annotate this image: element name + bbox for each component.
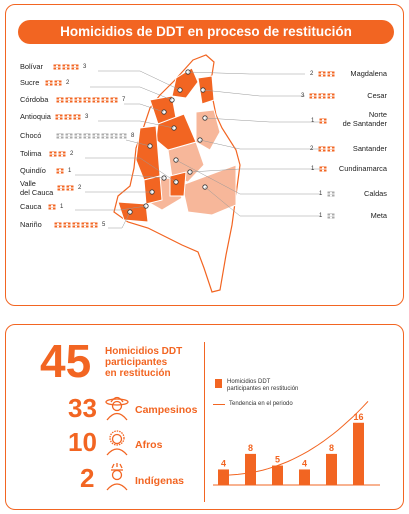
dept-label-left: Cauca (20, 202, 42, 211)
chart-data-label: 16 (353, 411, 364, 422)
dept-label-left: Nariño (20, 220, 42, 229)
leader-cesar (203, 90, 305, 96)
dept-count-left: 2 (78, 185, 82, 191)
dept-count-right: 2 (310, 71, 314, 77)
dept-label-left: Chocó (20, 131, 42, 140)
person-icons-right (319, 118, 327, 124)
chart-data-label: 4 (301, 458, 308, 469)
leader-norte-santander (205, 118, 320, 122)
dept-count-right: 1 (311, 166, 315, 172)
chart-trend-line (218, 401, 368, 475)
chart-bar (299, 469, 310, 485)
chart-bar (218, 469, 229, 485)
person-icons-left (55, 114, 81, 120)
chart-data-label: 8 (247, 442, 254, 453)
dept-label-right: Magdalena (350, 69, 387, 78)
dept-count-left: 7 (122, 97, 126, 103)
dept-count-left: 2 (70, 151, 74, 157)
chart-data-label: 4 (220, 458, 227, 469)
dept-label-left: Quindío (20, 166, 46, 175)
afros-label: Afros (135, 439, 163, 451)
dept-count-left: 1 (60, 204, 64, 210)
homicides-chart (205, 330, 400, 505)
dept-label-left: Córdoba (20, 95, 49, 104)
person-icons-right (327, 191, 335, 197)
chart-data-label: 8 (328, 442, 335, 453)
marker-antioquia (172, 126, 176, 130)
dept-count-left: 3 (85, 114, 89, 120)
person-icons-left (56, 168, 64, 174)
farmer-icon (103, 393, 131, 421)
region-dark-narino (118, 202, 148, 222)
person-icons-left (53, 64, 79, 70)
dept-label-right: Norte de Santander (342, 110, 387, 128)
dept-label-left: Valle del Cauca (20, 179, 54, 197)
dept-label-left: Tolima (20, 149, 42, 158)
dept-label-right: Cundinamarca (338, 164, 387, 173)
person-icons-left (45, 80, 62, 86)
dept-label-right: Cesar (367, 91, 387, 100)
total-number: 45 (40, 335, 92, 387)
dept-label-right: Caldas (363, 189, 387, 198)
person-icons-right (319, 166, 327, 172)
page-title: Homicidios de DDT en proceso de restitución (18, 20, 394, 44)
dept-label-right: Meta (370, 211, 387, 220)
person-icons-right (309, 93, 335, 99)
dept-count-right: 3 (301, 93, 305, 99)
person-icons-left (48, 204, 56, 210)
dept-count-right: 1 (311, 118, 315, 124)
dept-label-left: Sucre (20, 78, 40, 87)
dept-label-right: Santander (352, 144, 387, 153)
region-dark-tolima (170, 172, 186, 196)
chart-bar (272, 466, 283, 485)
dept-count-right: 2 (310, 146, 314, 152)
dept-count-left: 5 (102, 222, 106, 228)
afros-number: 10 (68, 427, 97, 457)
dept-count-right: 1 (319, 191, 323, 197)
dept-count-right: 1 (319, 213, 323, 219)
person-icons-right (318, 71, 335, 77)
chart-bar (245, 454, 256, 485)
person-icons-left (49, 151, 66, 157)
chart-bar (353, 423, 364, 485)
person-icons-left (57, 185, 74, 191)
person-icons-right (327, 213, 335, 219)
afro-person-icon (103, 428, 131, 456)
campesinos-number: 33 (68, 393, 97, 423)
legend-trend-label: Tendencia en el periodo (229, 401, 293, 407)
person-icons-left (56, 97, 118, 103)
total-label: Homicidios DDT participantes en restitución (105, 346, 183, 379)
indigenous-person-icon (103, 463, 131, 491)
person-icons-left (56, 133, 127, 139)
person-icons-right (318, 146, 335, 152)
campesinos-label: Campesinos (135, 404, 198, 416)
dept-count-left: 8 (131, 133, 135, 139)
chart-bar (326, 454, 337, 485)
person-icons-left (54, 222, 98, 228)
dept-label-left: Antioquia (20, 112, 51, 121)
legend-bar-label: Homicidios DDT participantes en restitución (227, 379, 299, 392)
dept-count-left: 2 (66, 80, 70, 86)
dept-label-left: Bolívar (20, 62, 44, 71)
indigenas-number: 2 (80, 463, 95, 493)
chart-data-label: 5 (274, 454, 281, 465)
dept-count-left: 3 (83, 64, 87, 70)
indigenas-label: Indígenas (135, 475, 185, 487)
dept-count-left: 1 (68, 168, 72, 174)
